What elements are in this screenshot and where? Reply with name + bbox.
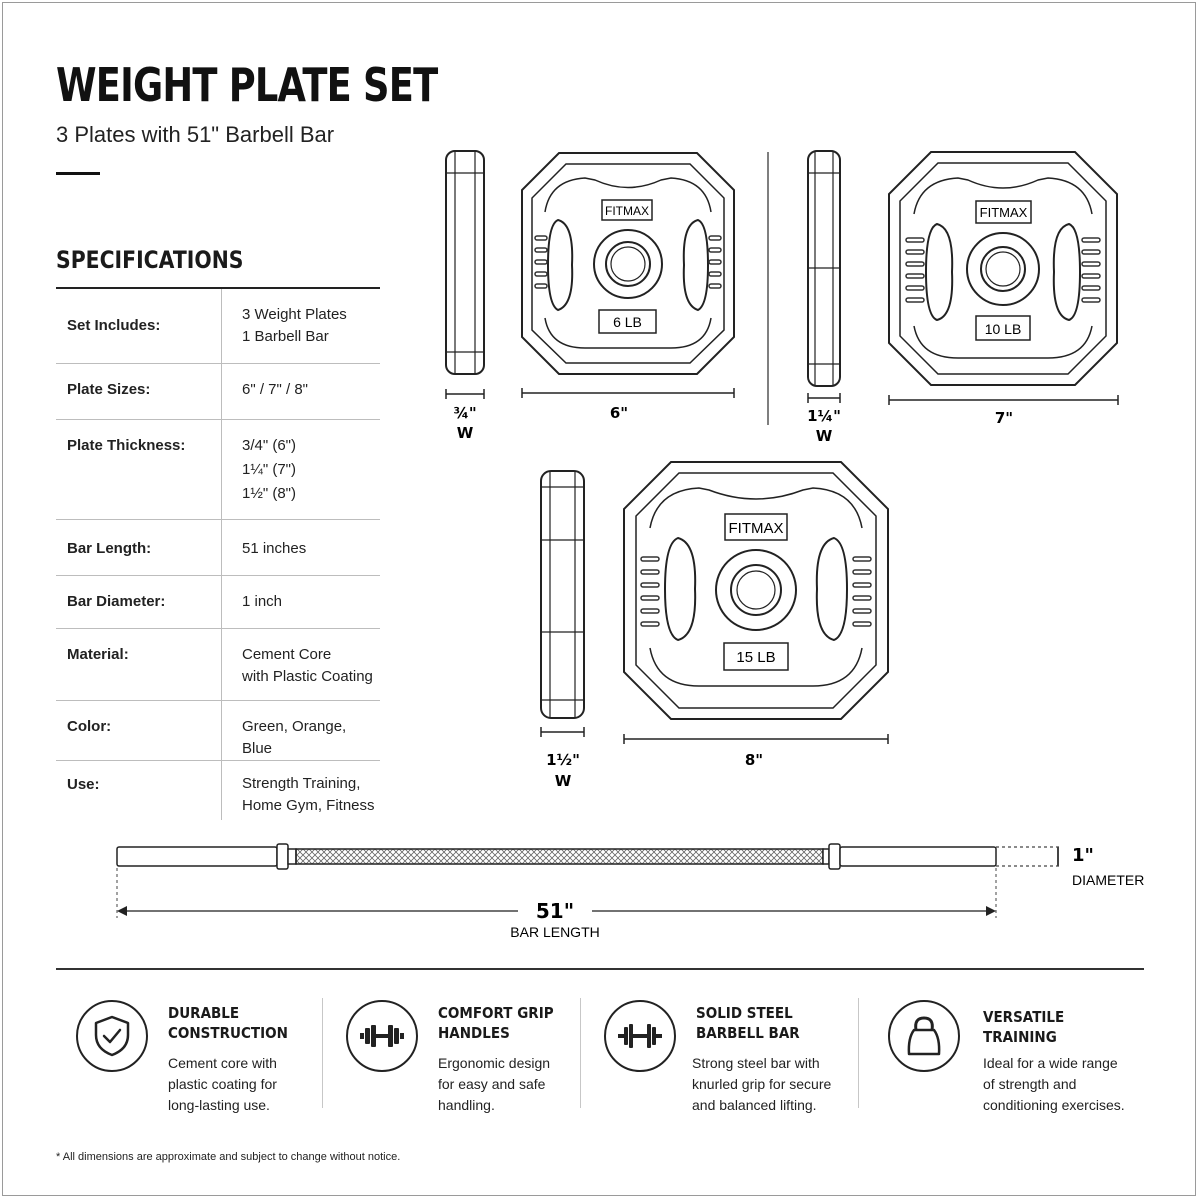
spec-label: Bar Length: [67, 539, 152, 557]
spec-value: 3/4" (6") 1¼" (7") 1½" (8") [222, 419, 381, 519]
feature-separator [858, 998, 859, 1108]
spec-label: Plate Thickness: [67, 436, 186, 454]
plate-7-brand: FITMAX [979, 205, 1028, 220]
feature-title: SOLID STEEL BARBELL BAR [696, 1004, 800, 1042]
spec-value: 1 inch [222, 575, 381, 628]
plate-6-weight: 6 LB [613, 314, 642, 330]
feature-description: Ergonomic design for easy and safe handling. [438, 1055, 551, 1113]
kettlebell-icon [888, 1000, 960, 1072]
plate-6-grip-ribs [535, 236, 721, 288]
barbell-icon [604, 1000, 676, 1072]
barbell-diameter-caption: DIAMETER [1072, 872, 1145, 888]
plate-8-front-view [624, 462, 888, 719]
feature-durable-construction [76, 995, 316, 1125]
barbell-diameter-label: 1" [1072, 845, 1094, 866]
plate-7-weight: 10 LB [984, 321, 1022, 337]
plate-7-side-view [808, 151, 840, 386]
spec-value: 6" / 7" / 8" [222, 363, 381, 419]
feature-title: COMFORT GRIP HANDLES [438, 1004, 554, 1042]
barbell-length-label: 51" [535, 899, 575, 923]
plate-6-brand: FITMAX [605, 204, 649, 218]
plate-7-front-view [889, 152, 1117, 385]
plate-6-thickness-unit: W [456, 424, 474, 442]
plate-8-weight: 15 LB [736, 649, 776, 666]
plate-8-thickness-label: 1½" [546, 751, 580, 769]
plate-6-width-label: 6" [609, 404, 629, 422]
barbell-diameter-dimension [996, 847, 1060, 866]
plate-8-side-view [541, 471, 584, 718]
page-title: WEIGHT PLATE SET [56, 58, 438, 112]
footnote: * All dimensions are approximate and subject to change without notice. [56, 1151, 401, 1163]
barbell-drawing [117, 844, 996, 869]
spec-value: 51 inches [222, 519, 381, 575]
plate-7-width-label: 7" [994, 409, 1014, 427]
dumbbell-icon [346, 1000, 418, 1072]
spec-label: Use: [67, 775, 100, 793]
feature-description: Cement core with plastic coating for long-lasting use. [168, 1055, 277, 1113]
plate-6-side-view [446, 151, 484, 374]
feature-solid-steel-bar [604, 995, 849, 1125]
plate-8-brand: FITMAX [728, 520, 784, 537]
plate-8-thickness-unit: W [554, 772, 572, 790]
spec-value: Cement Core with Plastic Coating [222, 628, 381, 700]
feature-title: VERSATILE TRAINING [983, 1008, 1065, 1046]
spec-value: Strength Training, Home Gym, Fitness [222, 760, 381, 820]
plate-7-width-dimension [889, 395, 1118, 405]
plate-7-thickness-dimension [808, 393, 840, 403]
spec-label: Material: [67, 645, 129, 663]
section-divider [56, 968, 1144, 970]
feature-description: Ideal for a wide range of strength and conditioning exercises. [983, 1055, 1125, 1113]
plate-7-thickness-label: 1¼" [807, 407, 841, 425]
plate-6-thickness-label: ¾" [453, 404, 477, 422]
plate-7-thickness-unit: W [815, 427, 833, 445]
spec-label: Set Includes: [67, 317, 161, 334]
feature-description: Strong steel bar with knurled grip for secure and balanced lifting. [692, 1055, 832, 1113]
feature-separator [580, 998, 581, 1108]
feature-versatile-training [888, 995, 1138, 1125]
shield-check-icon [76, 1000, 148, 1072]
spec-label: Plate Sizes: [67, 380, 151, 398]
plate-6-width-dimension [522, 388, 734, 398]
plate-6-front-view [522, 153, 734, 374]
feature-separator [322, 998, 323, 1108]
plate-8-thickness-dimension [541, 727, 584, 737]
feature-comfort-grip [346, 995, 576, 1125]
plate-8-width-dimension [624, 734, 888, 744]
plate-8-width-label: 8" [744, 751, 764, 769]
plate-6-thickness-dimension [446, 389, 484, 399]
spec-value: Green, Orange, Blue [222, 700, 381, 760]
specifications-heading: SPECIFICATIONS [56, 246, 244, 274]
barbell-length-caption: BAR LENGTH [510, 924, 600, 940]
spec-label: Bar Diameter: [67, 592, 166, 610]
spec-value: 3 Weight Plates 1 Barbell Bar [222, 288, 381, 363]
feature-title: DURABLE CONSTRUCTION [168, 1004, 288, 1042]
spec-label: Color: [67, 717, 112, 735]
page-subtitle: 3 Plates with 51" Barbell Bar [56, 122, 335, 147]
